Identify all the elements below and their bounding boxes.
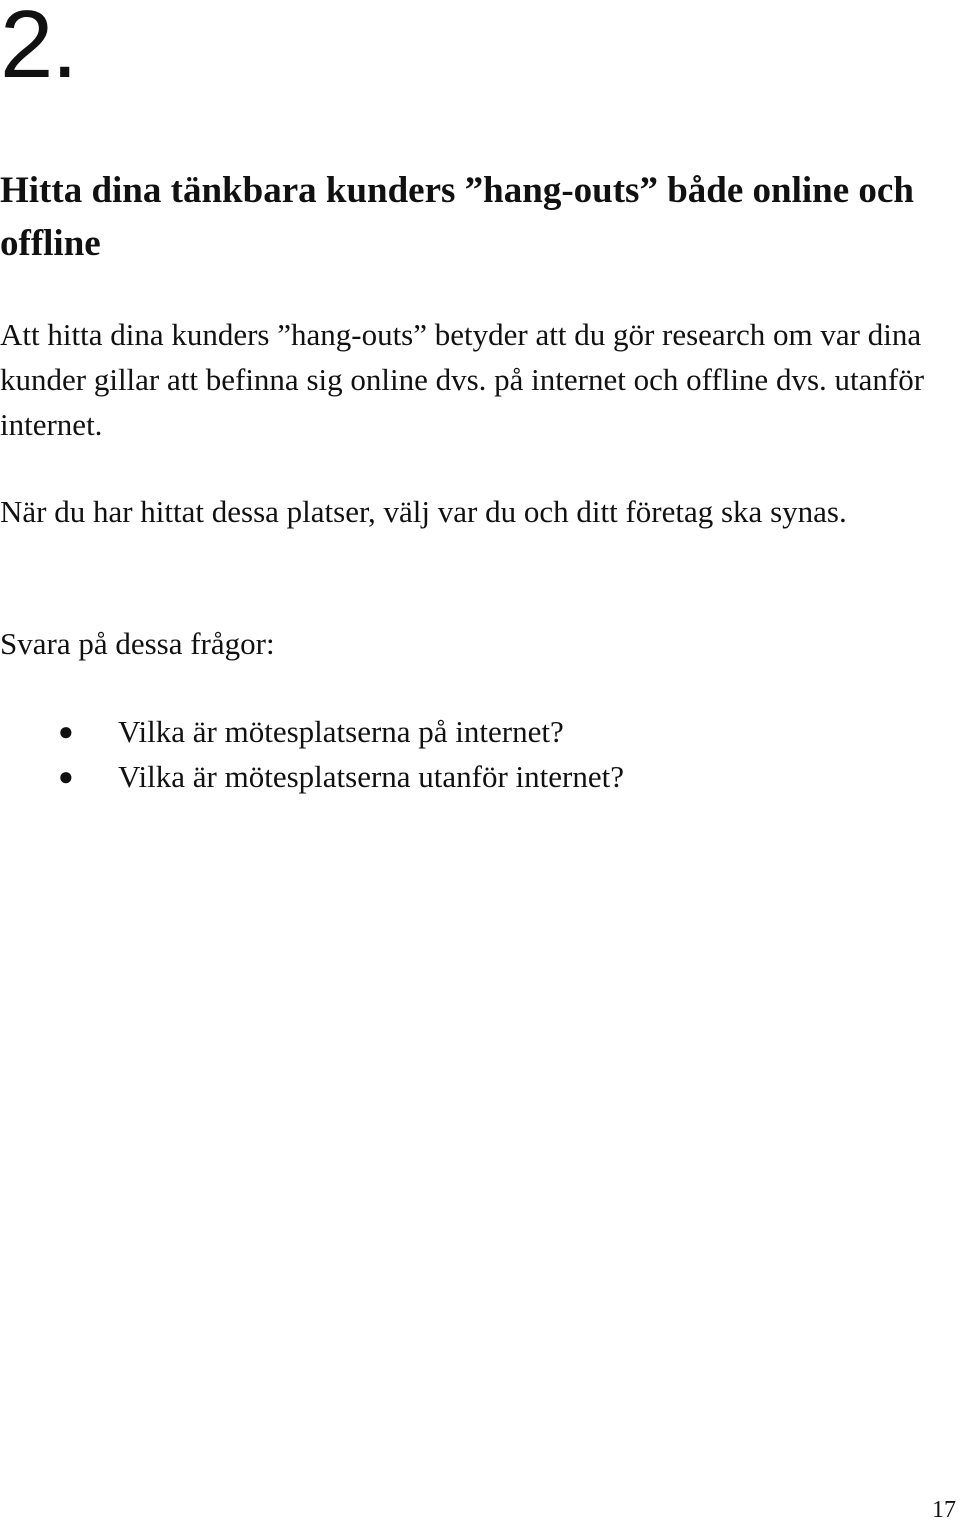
question-text: Vilka är mötesplatserna utanför internet? xyxy=(118,759,624,794)
chapter-number: 2. xyxy=(0,0,77,98)
instruction-paragraph: När du har hittat dessa platser, välj var du och ditt företag ska synas. xyxy=(0,494,847,529)
question-text: Vilka är mötesplatserna på internet? xyxy=(118,714,564,749)
intro-paragraph: Att hitta dina kunders ”hang-outs” betyder att du gör research om var dina kunder gillar att befinna sig online dvs. på internet och offline dvs. utanför internet. xyxy=(0,317,925,442)
bullet-icon: ● xyxy=(58,717,74,746)
list-item xyxy=(0,709,940,754)
list-item xyxy=(0,754,940,799)
page-number: 17 xyxy=(932,1497,956,1523)
question-list xyxy=(0,709,940,799)
section-heading: Hitta dina tänkbara kunders ”hang-outs” både online och offline xyxy=(0,170,914,264)
bullet-icon: ● xyxy=(58,762,74,791)
questions-intro: Svara på dessa frågor: xyxy=(0,626,275,661)
